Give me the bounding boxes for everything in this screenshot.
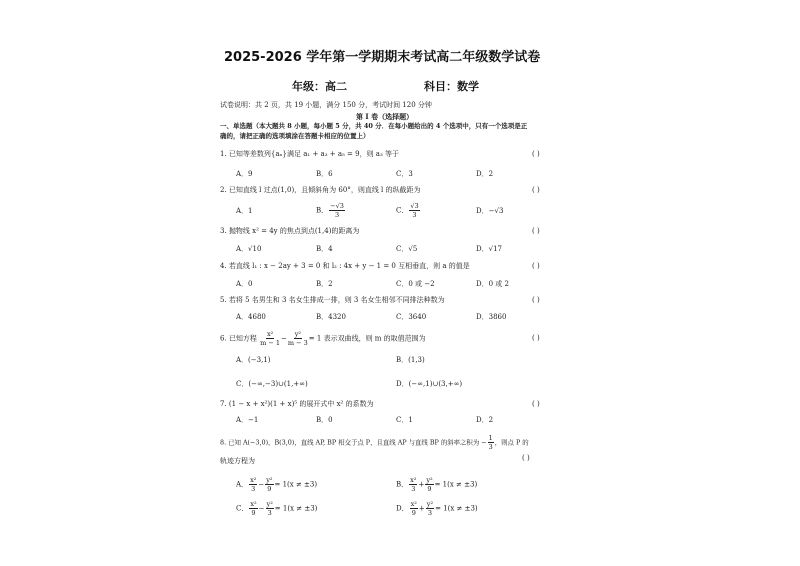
q5-option-b: B．4320	[316, 313, 346, 321]
question-8-stem-line2: 轨迹方程为	[220, 457, 255, 465]
instructions: 试卷说明：共 2 页，共 19 小题，满分 150 分，考试时间 120 分钟	[220, 101, 432, 109]
answer-paren-6: ( )	[532, 334, 540, 342]
answer-paren-1: ( )	[532, 150, 540, 158]
exam-paper	[220, 40, 568, 560]
q1-option-c: C．3	[396, 170, 413, 178]
exam-title: 2025-2026 学年第一学期期末考试高二年级数学试卷	[224, 50, 541, 65]
q2-option-d: D．−√3	[476, 207, 504, 215]
answer-paren-4: ( )	[532, 262, 540, 270]
q7-option-d: D．2	[476, 416, 494, 424]
q3-option-a: A．√10	[236, 245, 262, 253]
q2-option-a: A．1	[236, 207, 253, 215]
q1-option-d: D．2	[476, 170, 494, 178]
q4-option-d: D．0 或 2	[476, 280, 509, 288]
answer-paren-5: ( )	[532, 296, 540, 304]
q5-option-a: A．4680	[236, 313, 266, 321]
question-6-stem: 6. 已知方程 $\frac{\text{x²}}{m - 1}$ − $\frac{\text{y²}}{m - 3}$ = 1 表示双曲线，则 m 的取值范围为	[220, 330, 426, 347]
q1-option-b: B．6	[316, 170, 333, 178]
q3-option-b: B．4	[316, 245, 333, 253]
answer-paren-2: ( )	[532, 186, 540, 194]
q6-option-a: A．(−3,1)	[236, 356, 271, 364]
question-1-stem: 1. 已知等差数列{aₙ}满足 a₁ + a₃ + a₅ = 9，则 a₃ 等于	[220, 150, 400, 158]
q2-option-b: B． $\frac{-√3}{3}$	[316, 202, 344, 219]
answer-paren-3: ( )	[532, 227, 540, 235]
q8-slope-fraction: $\frac{1}{3}$	[488, 434, 493, 451]
subject-label: 科目：数学	[424, 80, 479, 93]
q1-option-a: A．9	[236, 170, 253, 178]
q2-c-fraction: $\frac{√3}{3}$	[410, 202, 419, 219]
q6-option-c: C．(−∞,−3)∪(1,+∞)	[236, 380, 308, 388]
answer-paren-7: ( )	[532, 400, 540, 408]
q4-option-c: C．0 或 −2	[396, 280, 435, 288]
q8-option-d: D． $\frac{\text{x²}}{9}$ + $\frac{\text{y²}}{3}$ = 1(x ≠ ±3)	[396, 500, 478, 517]
q6-frac-x: $\frac{\text{x²}}{m - 1}$	[260, 330, 281, 347]
question-7-stem: 7. (1 − x + x²)(1 + x)⁵ 的展开式中 x² 的系数为	[220, 400, 374, 408]
q5-option-c: C．3640	[396, 313, 427, 321]
q4-option-b: B．2	[316, 280, 333, 288]
q6-option-d: D．(−∞,1)∪(3,+∞)	[396, 380, 463, 388]
q3-option-d: D．√17	[476, 245, 502, 253]
q2-option-c: C． $\frac{√3}{3}$	[396, 202, 419, 219]
q7-option-b: B．0	[316, 416, 333, 424]
volume-heading: 第 I 卷（选择题）	[356, 112, 414, 121]
question-2-stem: 2. 已知直线 l 过点(1,0)，且倾斜角为 60°，则直线 l 的纵截距为	[220, 186, 421, 194]
q8-option-b: B． $\frac{\text{x²}}{3}$ + $\frac{\text{y²}}{9}$ = 1(x ≠ ±3)	[396, 476, 478, 493]
q2-b-fraction: $\frac{-√3}{3}$	[330, 202, 344, 219]
answer-paren-8: ( )	[522, 454, 530, 462]
grade-label: 年级：高二	[292, 80, 347, 93]
question-4-stem: 4. 若直线 l₁ : x − 2ay + 3 = 0 和 l₂ : 4x + y − 1 = 0 互相垂直，则 a 的值是	[220, 262, 470, 270]
q6-option-b: B．(1,3)	[396, 356, 425, 364]
q8-option-a: A． $\frac{\text{x²}}{3}$ − $\frac{\text{y²}}{9}$ = 1(x ≠ ±3)	[236, 476, 318, 493]
q8-option-c: C． $\frac{\text{x²}}{9}$ − $\frac{\text{y²}}{3}$ = 1(x ≠ ±3)	[236, 500, 318, 517]
q6-frac-y: $\frac{\text{y²}}{m - 3}$	[287, 330, 308, 347]
question-5-stem: 5. 若将 5 名男生和 3 名女生排成一排，则 3 名女生相邻不同排法种数为	[220, 296, 445, 304]
question-8-stem: 8. 已知 A(−3,0)，B(3,0)，直线 AP, BP 相交于点 P，且直线 AP 与直线 BP 的斜率之积为 − $\frac{1}{3}$ ，则点 P 的	[220, 434, 529, 451]
q7-option-c: C．1	[396, 416, 413, 424]
q3-option-c: C．√5	[396, 245, 418, 253]
section-heading-line2: 确的，请把正确的选项填涂在答题卡相应的位置上）	[220, 132, 370, 140]
q4-option-a: A．0	[236, 280, 253, 288]
q7-option-a: A．−1	[236, 416, 259, 424]
section-heading-line1: 一、单选题（本大题共 8 小题，每小题 5 分，共 40 分．在每小题给出的 4 个选项中，只有一个选项是正	[220, 122, 528, 130]
q5-option-d: D．3860	[476, 313, 507, 321]
question-3-stem: 3. 抛物线 x² = 4y 的焦点到点(1,4)的距离为	[220, 227, 360, 235]
